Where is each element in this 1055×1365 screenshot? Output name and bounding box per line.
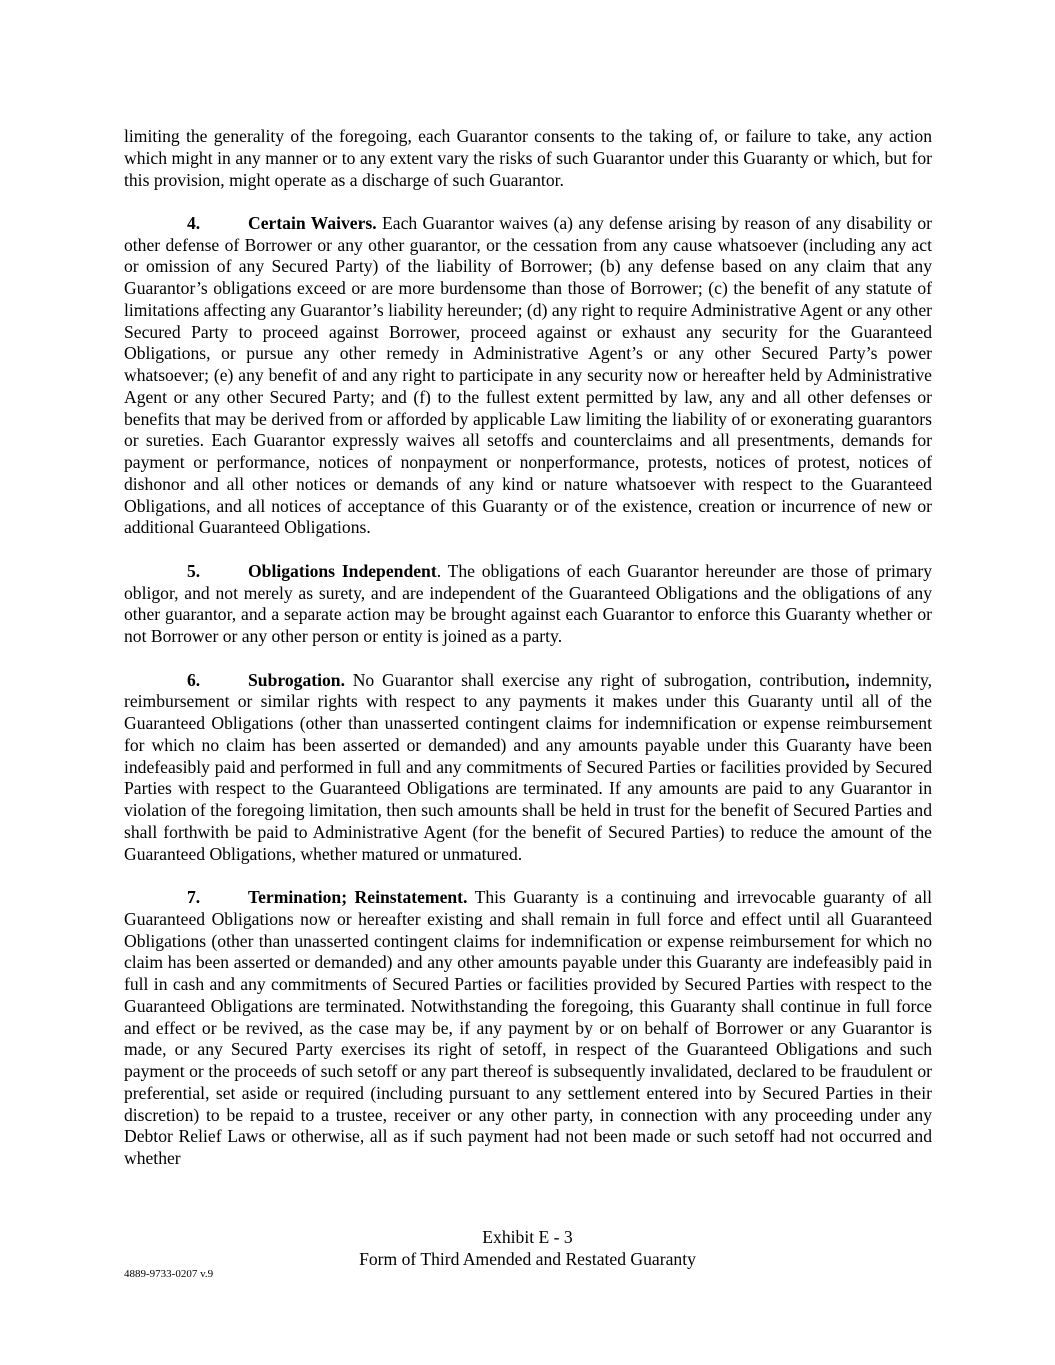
section-4 xyxy=(124,213,932,539)
section-number: 4. xyxy=(187,212,201,233)
footer-title: Form of Third Amended and Restated Guaranty xyxy=(359,1249,696,1269)
document-body xyxy=(124,126,932,1191)
footer-exhibit: Exhibit E - 3 xyxy=(482,1227,573,1247)
section-7 xyxy=(124,887,932,1170)
inserted-revision-mark: , xyxy=(845,669,850,690)
section-body: This Guaranty is a continuing and irrevocable guaranty of all Guaranteed Obligations now or hereafter existing and shall remain in full force and effect until all Guaranteed Obligations (other than unasserted contingent claims for indemnification or expense reimbursement for which no claim has been asserted or demanded) and any other amounts payable under this Guaranty are indefeasibly paid in full in cash and any commitments of Secured Parties or facilities provided by Secured Parties with respect to the Guaranteed Obligations are terminated. Notwithstanding the foregoing, this Guaranty shall continue in full force and effect or be revived, as the case may be, if any payment by or on behalf of Borrower or any Guarantor is made, or any Secured Party exercises its right of setoff, in respect of the Guaranteed Obligations and such payment or the proceeds of such setoff or any part thereof is subsequently invalidated, declared to be fraudulent or preferential, set aside or required (including pursuant to any settlement entered into by Secured Parties in their discretion) to be repaid to a trustee, receiver or any other party, in connection with any proceeding under any Debtor Relief Laws or otherwise, all as if such payment had not been made or such setoff had not occurred and whether xyxy=(124,887,932,1168)
document-id: 4889-9733-0207 v.9 xyxy=(124,1268,214,1280)
section-heading: Subrogation. xyxy=(248,669,345,690)
section-heading: Termination; Reinstatement. xyxy=(248,887,468,907)
section-body-continued: indemnity, reimbursement or similar rights with respect to any payments it makes under this Guaranty until all of the Guaranteed Obligations (other than unasserted contingent claims for indemnification or expense reimbursement for which no claim has been asserted or demanded) and any amounts payable under this Guaranty have been indefeasibly paid and performed in full and any commitments of Secured Parties or facilities provided by Secured Parties with respect to the Guaranteed Obligations are terminated. If any amounts are paid to any Guarantor in violation of the foregoing limitation, then such amounts shall be held in trust for the benefit of Secured Parties and shall forthwith be paid to Administrative Agent (for the benefit of Secured Parties) to reduce the amount of the Guaranteed Obligations, whether matured or unmatured. xyxy=(124,669,932,864)
section-heading: Certain Waivers. xyxy=(248,212,377,233)
section-number: 6. xyxy=(187,669,201,690)
section-6 xyxy=(124,670,932,866)
section-heading: Obligations Independent xyxy=(248,560,437,581)
section-number: 5. xyxy=(187,560,201,581)
section-5 xyxy=(124,561,932,648)
section-body: No Guarantor shall exercise any right of subrogation, contribution xyxy=(344,669,846,690)
section-number: 7. xyxy=(187,887,201,907)
section-body: . The obligations of each Guarantor hereunder are those of primary obligor, and not merely as surety, and are independent of the Guaranteed Obligations and the obligations of any other guarantor, and a separate action may be brought against each Guarantor to enforce this Guaranty whether or not Borrower or any other person or entity is joined as a party. xyxy=(124,560,932,647)
intro-paragraph: limiting the generality of the foregoing, each Guarantor consents to the taking of, or failure to take, any action which might in any manner or to any extent vary the risks of such Guarantor under this Guaranty or which, but for this provision, might operate as a discharge of such Guarantor. xyxy=(124,126,932,190)
section-body: Each Guarantor waives (a) any defense arising by reason of any disability or other defense of Borrower or any other guarantor, or the cessation from any cause whatsoever (including any act or omission of any Secured Party) of the liability of Borrower; (b) any defense based on any claim that any Guarantor’s obligations exceed or are more burdensome than those of Borrower; (c) the benefit of any statute of limitations affecting any Guarantor’s liability hereunder; (d) any right to require Administrative Agent or any other Secured Party to proceed against Borrower, proceed against or exhaust any security for the Guaranteed Obligations, or pursue any other remedy in Administrative Agent’s or any other Secured Party’s power whatsoever; (e) any benefit of and any right to participate in any security now or hereafter held by Administrative Agent or any other Secured Party; and (f) to the fullest extent permitted by law, any and all other defenses or benefits that may be derived from or afforded by applicable Law limiting the liability of or exonerating guarantors or sureties. Each Guarantor expressly waives all setoffs and counterclaims and all presentments, demands for payment or performance, notices of nonpayment or nonperformance, protests, notices of protest, notices of dishonor and all other notices or demands of any kind or nature whatsoever with respect to the Guaranteed Obligations, and all notices of acceptance of this Guaranty or of the existence, creation or incurrence of new or additional Guaranteed Obligations. xyxy=(124,212,932,538)
